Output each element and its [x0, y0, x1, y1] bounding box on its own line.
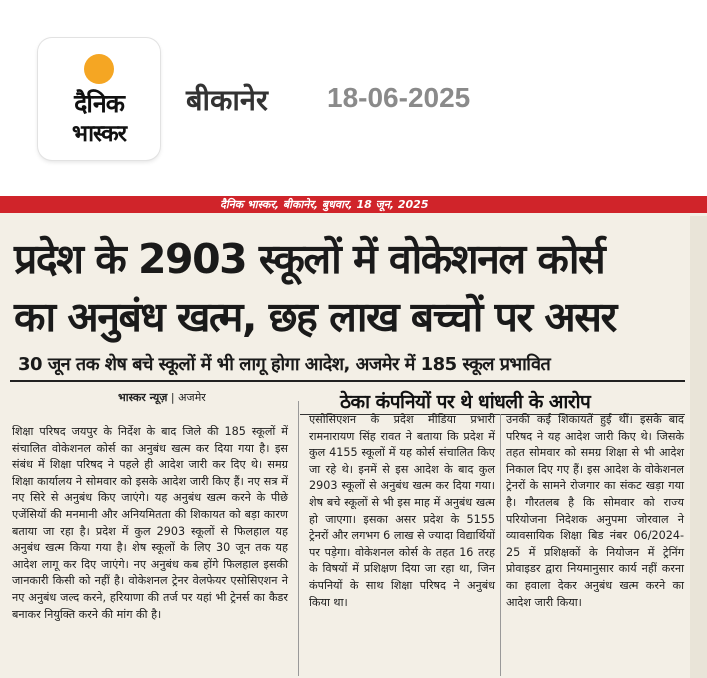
logo-text-line1: दैनिक	[74, 89, 124, 118]
headline-line1: प्रदेश के 2903 स्कूलों में वोकेशनल कोर्स	[14, 235, 605, 283]
column-separator	[298, 401, 299, 676]
edition-city: बीकानेर	[186, 83, 268, 117]
sun-icon	[84, 54, 114, 84]
dateline-bar	[0, 196, 707, 213]
article-column-2: एसोसिएशन के प्रदेश मीडिया प्रभारी रामनारायण सिंह रावत ने बताया कि प्रदेश में कुल 4155 स्कूलों में यह कोर्स संचालित किए जा रहे थे। इनमें से इस आदेश के बाद कुल 2903 स्कूलों से अनुबंध खत्म कर दिया गया। शेष बचे स्कूलों से भी इस माह में अनुबंध खत्म हो जाएगा। इसका असर प्रदेश के 5155 ट्रेनरों और लगभग 6 लाख से ज्यादा विद्यार्थियों पर पड़ेगा। वोकेशनल कोर्स के तहत 16 तरह के विषयों में प्रशिक्षण दिया जा रहा था, जिन कंपनियों के साथ शिक्षा परिषद ने अनुबंध किया था।	[309, 413, 495, 609]
column-separator	[500, 414, 501, 676]
headline-line2: का अनुबंध खत्म, छह लाख बच्चों पर असर	[14, 293, 616, 341]
app-header	[0, 0, 707, 196]
edition-date: 18-06-2025	[327, 82, 471, 113]
subheadline: 30 जून तक शेष बचे स्कूलों में भी लागू होगा आदेश, अजमेर में 185 स्कूल प्रभावित	[18, 354, 551, 375]
logo-text-line2: भास्कर	[71, 121, 127, 147]
article-column-1: शिक्षा परिषद जयपुर के निर्देश के बाद जिले की 185 स्कूलों में संचालित वोकेशनल कोर्स का अनुबंध खत्म कर दिया गया है। इस संबंध में शिक्षा परिषद ने पहले ही आदेश जारी कर दिए थे। समग्र शिक्षा कार्यालय ने सोमवार को इसके आदेश जारी किए हैं। नए सत्र में नए सिरे से अनुबंध किए जाएंगे। यह अनुबंध खत्म करने के पीछे एजेंसियों की मनमानी और अनियमितता की शिकायत को बड़ा कारण बताया जा रहा है। प्रदेश में कुल 2903 स्कूलों से फिलहाल यह अनुबंध खत्म किया गया है। शेष स्कूलों के लिए 30 जून तक यह आदेश लागू कर दिए जाएंगे। नए अनुबंध कब होंगे फिलहाल इसकी जानकारी किसी को नहीं है। वोकेशनल ट्रेनर वेलफेयर एसोसिएशन ने नए अनुबंध जल्द करने, हरियाणा की तर्ज पर यहां भी ट्रेनर्स का कैडर बनाकर नियुक्ति करने की मांग की है।	[12, 425, 288, 621]
byline-place: अजमेर	[178, 391, 206, 404]
adjacent-article-edge	[690, 216, 707, 678]
section-heading: ठेका कंपनियों पर थे धांधली के आरोप	[340, 391, 591, 413]
dainik-bhaskar-logo[interactable]	[38, 38, 160, 160]
byline: भास्कर न्यूज़ | अजमेर	[118, 391, 206, 404]
dateline-text: दैनिक भास्कर, बीकानेर, बुधवार, 18 जून, 2025	[220, 198, 429, 211]
divider	[10, 380, 685, 382]
byline-source: भास्कर न्यूज़	[118, 391, 168, 404]
article-column-3: उनकी कई शिकायतें हुई थीं। इसके बाद परिषद ने यह आदेश जारी किए थे। जिसके तहत सोमवार को समग्र शिक्षा से भी आदेश निकाल दिए गए हैं। इस आदेश के वोकेशनल ट्रेनरों के सामने रोजगार का संकट खड़ा गया है। गौरतलब है कि सोमवार को राज्य परियोजना निदेशक अनुपमा जोरवाल ने व्यावसायिक शिक्षा बिड नंबर 06/2024-25 में प्रशिक्षकों के नियोजन में ट्रेनिंग प्रोवाइडर द्वारा नियमानुसार कार्य नहीं करना का हवाला देकर अनुबंध खत्म करने का आदेश जारी किया।	[506, 413, 684, 609]
newspaper-clipping	[0, 196, 707, 678]
